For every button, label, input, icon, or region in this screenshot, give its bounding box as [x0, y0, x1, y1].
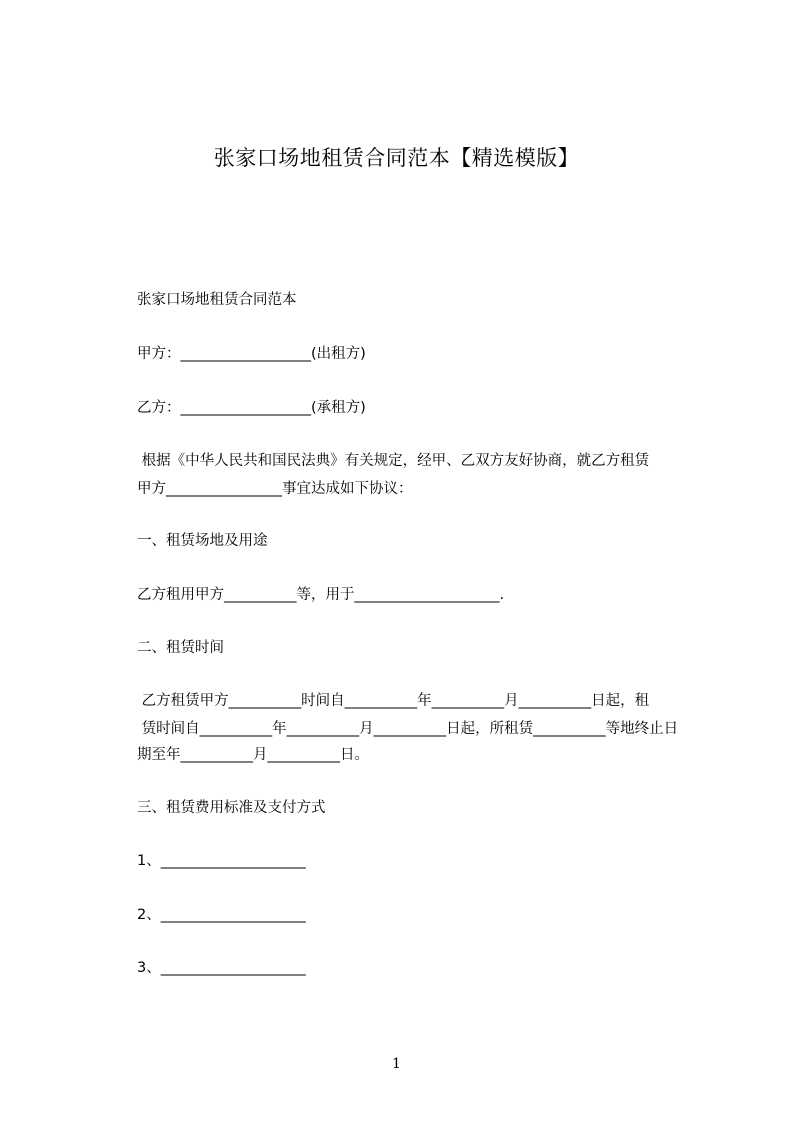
- section-1-text: 乙方租用甲方__________等，用于____________________.: [137, 587, 505, 603]
- payment-item-1: 1、____________________: [137, 853, 306, 869]
- document-title: 张家口场地租赁合同范本【精选模版】: [213, 146, 580, 170]
- page-number: 1: [392, 1056, 401, 1072]
- section-2-heading: 二、租赁时间: [137, 640, 224, 656]
- section-1-heading: 一、租赁场地及用途: [137, 533, 268, 549]
- payment-item-3: 3、____________________: [137, 960, 306, 976]
- section-2-line-2: 赁时间自__________年__________月__________日起，所租赁__________等地终止日: [137, 721, 679, 737]
- payment-item-2: 2、____________________: [137, 907, 306, 923]
- party-b-line: 乙方：__________________(承租方): [137, 400, 366, 416]
- section-2-line-3: 期至年__________月__________日。: [137, 747, 369, 763]
- section-3-heading: 三、租赁费用标准及支付方式: [137, 800, 326, 816]
- contract-subtitle: 张家口场地租赁合同范本: [137, 292, 297, 308]
- preamble-line-1: 根据《中华人民共和国民法典》有关规定，经甲、乙双方友好协商，就乙方租赁: [137, 453, 650, 469]
- section-2-line-1: 乙方租赁甲方__________时间自__________年__________月__________日起，租: [137, 693, 650, 709]
- party-a-line: 甲方：__________________(出租方): [137, 346, 366, 362]
- preamble-line-2: 甲方________________事宜达成如下协议：: [137, 481, 413, 497]
